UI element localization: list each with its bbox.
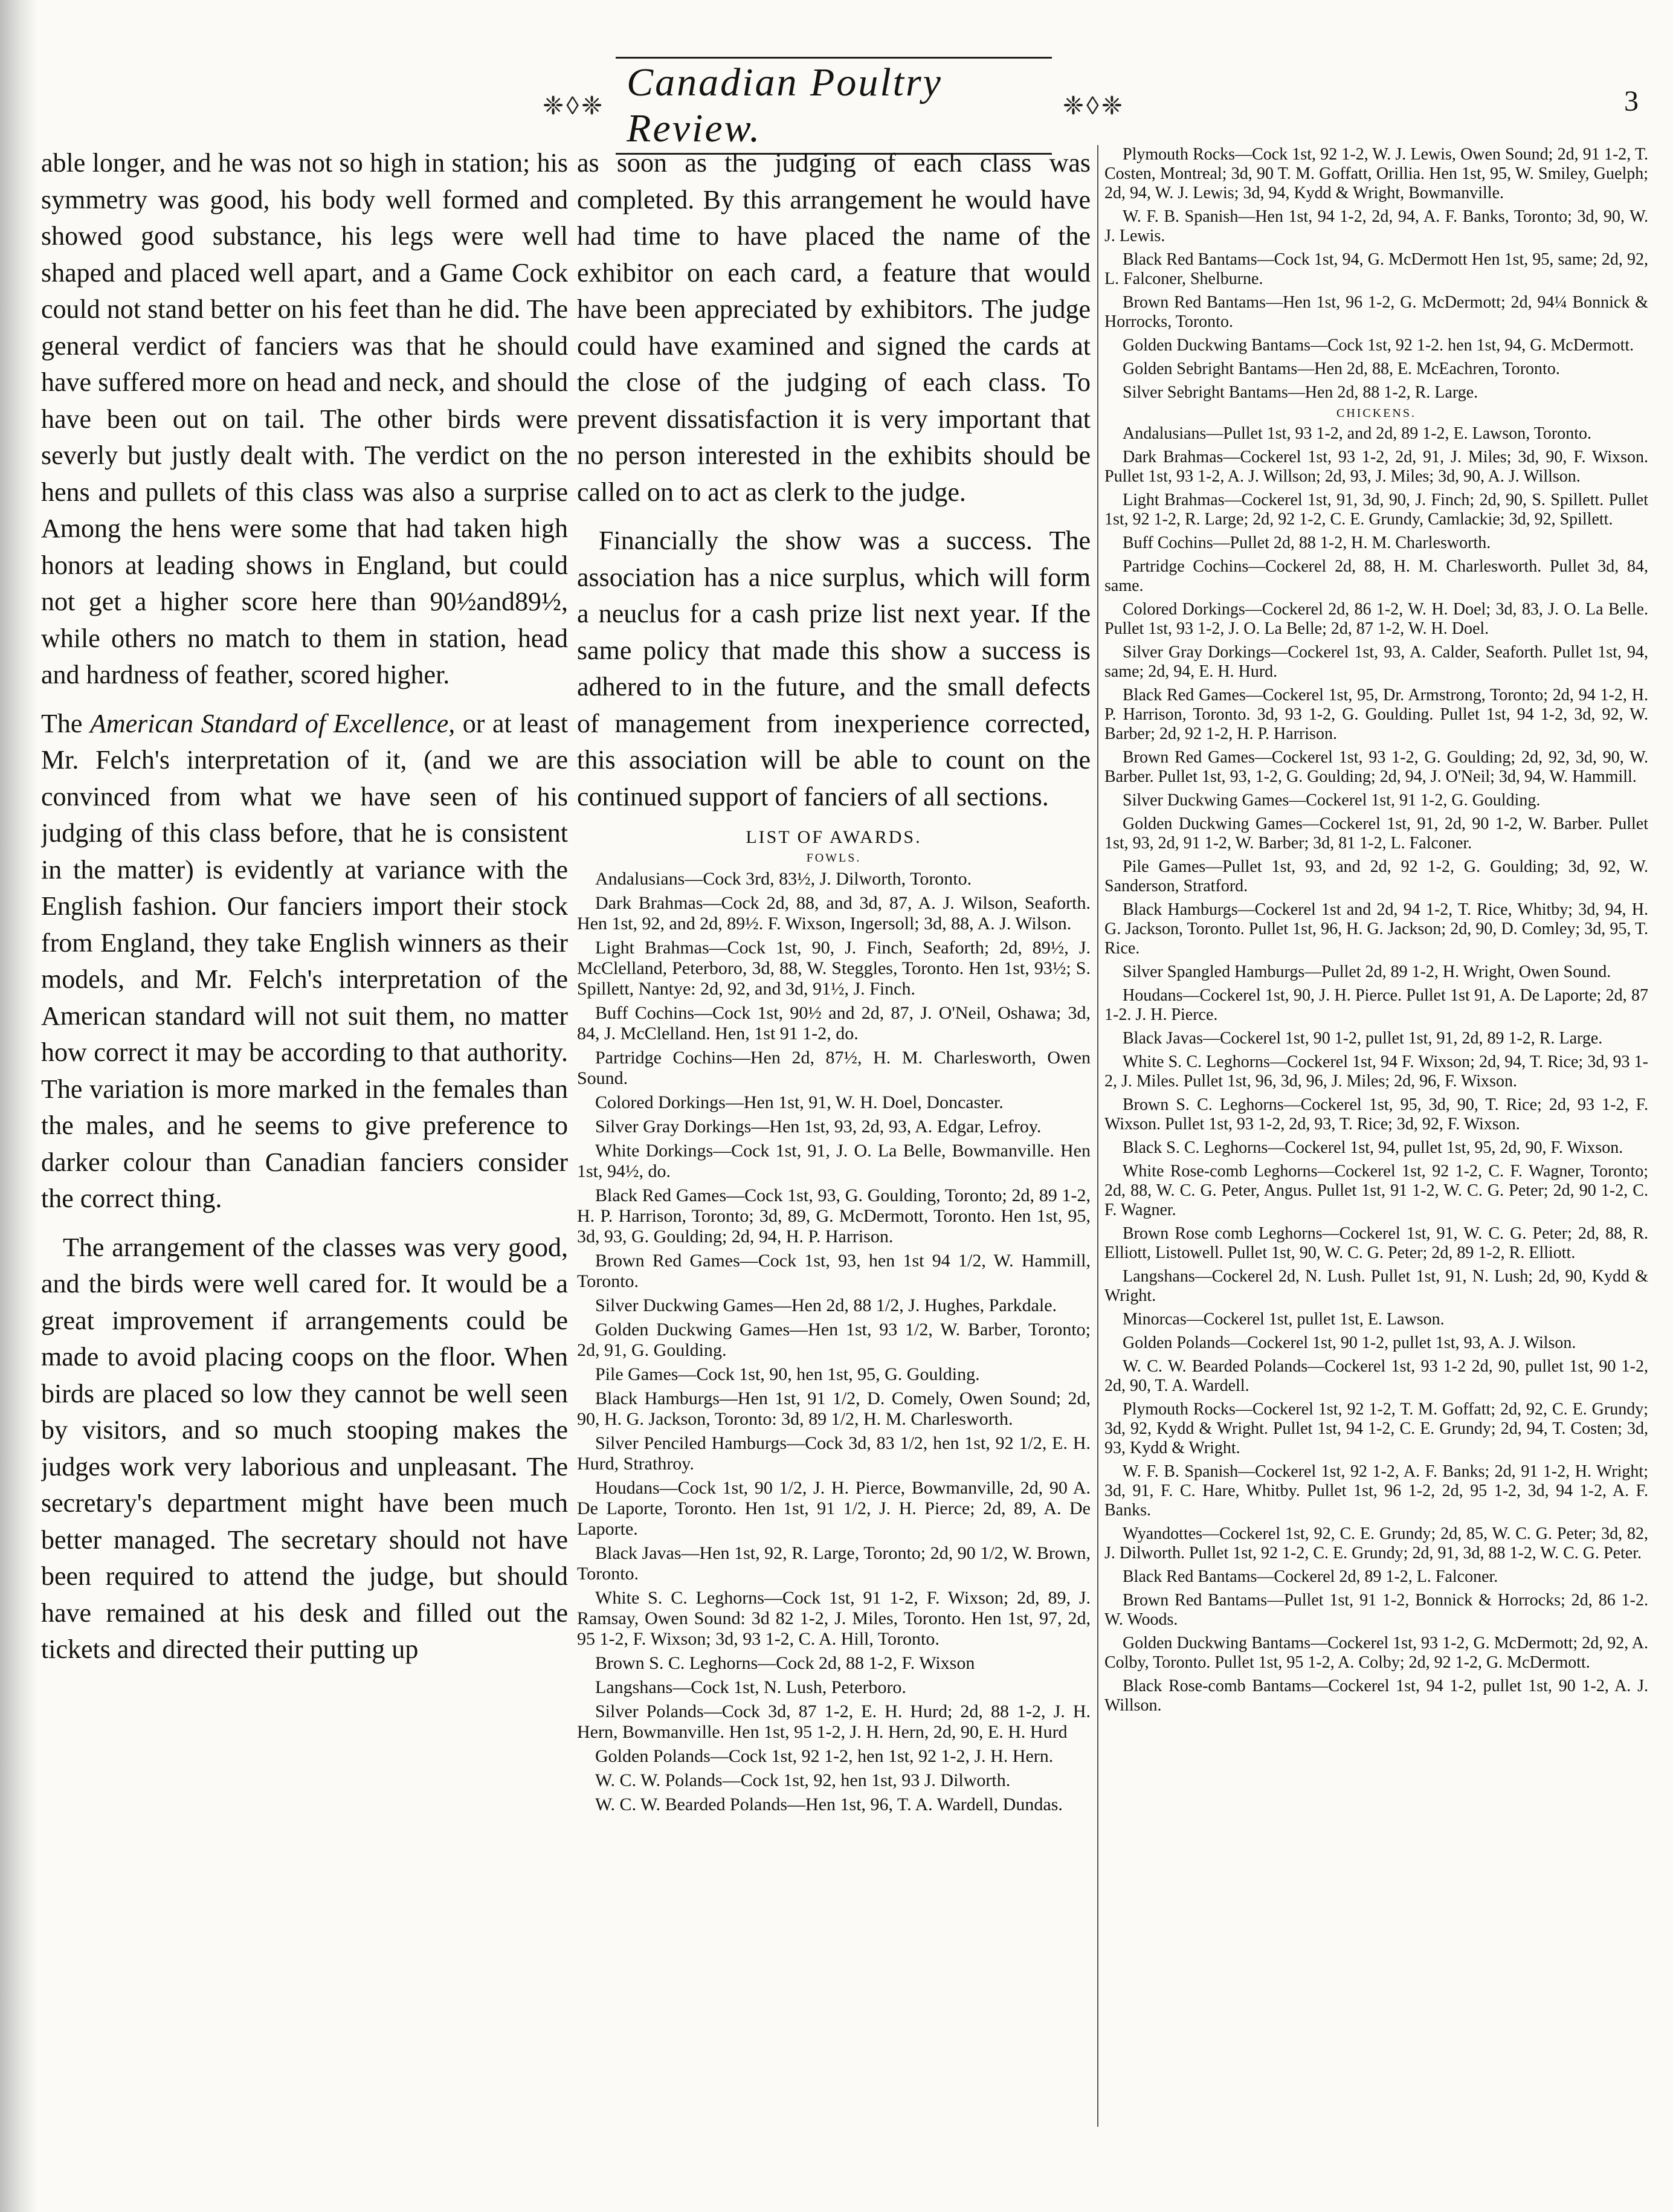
award-entry: Black Rose-comb Bantams—Cockerel 1st, 94 1-2, pullet 1st, 90 1-2, A. J. Willson. [1104,1677,1648,1715]
award-entry: Silver Gray Dorkings—Cockerel 1st, 93, A. Calder, Seaforth. Pullet 1st, 94, same; 2d, 94, E. H. Hurd. [1104,643,1648,681]
ornament-right: ❈◊❈ [1062,92,1125,120]
paragraph: as soon as the judging of each class was completed. By this arrangement he would have had time to have placed the name of the exhibitor on each card, a feature that would have been appreciated by exhibitors. The judge could have examined and signed the cards at the close of the judging of each class. To prevent dissatisfaction it is very important that no person interested in the exhibits should be called on to act as clerk to the judge. [577,148,1091,507]
scanned-page-edge [0,0,37,2212]
award-entry: Dark Brahmas—Cock 2d, 88, and 3d, 87, A. J. Wilson, Seaforth. Hen 1st, 92, and 2d, 89½. F. Wixson, Ingersoll; 3d, 88, A. J. Wilson. [577,893,1091,933]
award-entry: Golden Sebright Bantams—Hen 2d, 88, E. McEachren, Toronto. [1123,360,1560,378]
column-3 [1104,145,1648,2175]
award-entry: Silver Spangled Hamburgs—Pullet 2d, 89 1-2, H. Wright, Owen Sound. [1123,963,1611,981]
award-entry: Partridge Cochins—Hen 2d, 87½, H. M. Charlesworth, Owen Sound. [577,1048,1091,1088]
award-entry: Golden Duckwing Games—Cockerel 1st, 91, 2d, 90 1-2, W. Barber. Pullet 1st, 93, 2d, 91 1-2, W. Barber; 3d, 81 1-2, L. Falconer. [1104,814,1648,853]
award-entry: Wyandottes—Cockerel 1st, 92, C. E. Grundy; 2d, 85, W. C. G. Peter; 3d, 82, J. Dilworth. Pullet 1st, 92 1-2, C. E. Grundy; 2d, 91, 3d, 88 1-2, W. C. G. Peter. [1104,1524,1648,1562]
text-span: or at least Mr. Felch's interpretation of it, (and we are convinced from what we have seen of his judging of this class before, that he is consistent in the matter) is evidently at variance with the English fashion. Our fanciers import their stock from England, they take English winners as their models, and Mr. Felch's interpretation of the American standard will not suit them, no matter how correct it may be according to that authority. The variation is more marked in the females than the males, and he seems to give preference to darker colour than Canadian fanciers consider the correct thing. [41,708,568,1213]
award-entry: Colored Dorkings—Cockerel 2d, 86 1-2, W. H. Doel; 3d, 83, J. O. La Belle. Pullet 1st, 93 1-2, J. O. La Belle; 2d, 87 1-2, W. H. Doel. [1104,600,1648,638]
paragraph: Financially the show was a success. The association has a nice surplus, which will form a neuclus for a cash prize list next year. If the same policy that made this show a success is adhered to in the future, and the small defects of management from inexperience corrected, this association will be able to count on the continued support of fanciers of all sections. [577,526,1091,811]
fowls-heading: FOWLS. [806,851,862,865]
award-entry: Plymouth Rocks—Cockerel 1st, 92 1-2, T. M. Goffatt; 2d, 92, C. E. Grundy; 3d, 92, Kydd & Wright. Pullet 1st, 94 1-2, C. E. Grundy; 2d, 94, T. Costen; 3d, 93, Kydd & Wright. [1104,1400,1648,1457]
award-entry: Silver Duckwing Games—Hen 2d, 88 1/2, J. Hughes, Parkdale. [595,1295,1057,1315]
award-entry: Black Red Bantams—Cock 1st, 94, G. McDermott Hen 1st, 95, same; 2d, 92, L. Falconer, Shelburne. [1104,250,1648,288]
award-entry: Houdans—Cockerel 1st, 90, J. H. Pierce. Pullet 1st 91, A. De Laporte; 2d, 87 1-2. J. H. Pierce. [1104,986,1648,1024]
fowls-award-list [577,869,1091,1815]
award-entry: Dark Brahmas—Cockerel 1st, 93 1-2, 2d, 91, J. Miles; 3d, 90, F. Wixson. Pullet 1st, 93 1-2, A. J. Willson; 2d, 93, J. Miles; 3d, 90, A. J. Willson. [1104,448,1648,486]
award-entry: Partridge Cochins—Cockerel 2d, 88, H. M. Charlesworth. Pullet 3d, 84, same. [1104,557,1648,595]
award-entry: Andalusians—Cock 3rd, 83½, J. Dilworth, Toronto. [595,869,972,889]
award-entry: W. F. B. Spanish—Cockerel 1st, 92 1-2, A. F. Banks; 2d, 91 1-2, H. Wright; 3d, 91, F. C. Hare, Whitby. Pullet 1st, 96 1-2, 2d, 95 1-2, 3d, 94 1-2, A. F. Banks. [1104,1462,1648,1520]
award-entry: W. C. W. Polands—Cock 1st, 92, hen 1st, 93 J. Dilworth. [595,1770,1011,1790]
award-entry: Langshans—Cock 1st, N. Lush, Peterboro. [595,1677,906,1697]
award-entry: W. F. B. Spanish—Hen 1st, 94 1-2, 2d, 94, A. F. Banks, Toronto; 3d, 90, W. J. Lewis. [1104,207,1648,245]
award-entry: Black Javas—Hen 1st, 92, R. Large, Toronto; 2d, 90 1/2, W. Brown, Toronto. [577,1543,1091,1584]
award-entry: Buff Cochins—Pullet 2d, 88 1-2, H. M. Charlesworth. [1123,534,1491,552]
award-entry: Brown Rose comb Leghorns—Cockerel 1st, 91, W. C. G. Peter; 2d, 88, R. Elliott, Listowell. Pullet 1st, 90, W. C. G. Peter; 2d, 89 1-2, R. Elliott. [1104,1224,1648,1262]
award-entry: Golden Polands—Cockerel 1st, 90 1-2, pullet 1st, 93, A. J. Wilson. [1123,1333,1576,1352]
award-entry: White S. C. Leghorns—Cock 1st, 91 1-2, F. Wixson; 2d, 89, J. Ramsay, Owen Sound: 3d 82 1-2, J. Miles, Toronto. Hen 1st, 97, 2d, 95 1-2, F. Wixson; 3d, 93 1-2, C. A. Hill, Toronto. [577,1588,1091,1649]
paragraph-standard [41,706,568,1217]
award-entry: Brown S. C. Leghorns—Cockerel 1st, 95, 3d, 90, T. Rice; 2d, 93 1-2, F. Wixson. Pullet 1st, 93 1-2, 2d, 93, T. Rice; 3d, 92, F. Wixson. [1104,1095,1648,1133]
award-entry: Golden Duckwing Bantams—Cockerel 1st, 93 1-2, G. McDermott; 2d, 92, A. Colby, Toronto. Pullet 1st, 95 1-2, A. Colby; 2d, 92 1-2, G. McDermott. [1104,1634,1648,1672]
award-entry: Silver Gray Dorkings—Hen 1st, 93, 2d, 93, A. Edgar, Lefroy. [595,1117,1042,1137]
award-entry: Golden Polands—Cock 1st, 92 1-2, hen 1st, 92 1-2, J. H. Hern. [595,1746,1054,1766]
award-entry: White Dorkings—Cock 1st, 91, J. O. La Belle, Bowmanville. Hen 1st, 94½, do. [577,1141,1091,1181]
award-entry: Black S. C. Leghorns—Cockerel 1st, 94, pullet 1st, 95, 2d, 90, F. Wixson. [1123,1138,1623,1157]
text-span: The [41,708,90,738]
award-entry: Black Hamburgs—Cockerel 1st and 2d, 94 1-2, T. Rice, Whitby; 3d, 94, H. G. Jackson, Toronto. Pullet 1st, 96, H. G. Jackson; 2d, 90, D. Comley; 3d, 95, T. Rice. [1104,900,1648,958]
award-entry: Silver Duckwing Games—Cockerel 1st, 91 1-2, G. Goulding. [1123,791,1541,810]
award-entry: W. C. W. Bearded Polands—Cockerel 1st, 93 1-2 2d, 90, pullet 1st, 90 1-2, 2d, 90, T. A. Wardell. [1104,1357,1648,1395]
award-entry: Brown Red Games—Cock 1st, 93, hen 1st 94 1/2, W. Hammill, Toronto. [577,1251,1091,1291]
masthead-header [532,60,1136,150]
award-entry: Black Red Games—Cock 1st, 93, G. Goulding, Toronto; 2d, 89 1-2, H. P. Harrison, Toronto; 3d, 89, G. McDermott, Toronto. Hen 1st, 95, 3d, 93, G. Goulding; 2d, 94, H. P. Harrison. [577,1185,1091,1246]
column-2 [577,145,1091,2175]
column-rule [1097,145,1098,2127]
award-entry: Pile Games—Cock 1st, 90, hen 1st, 95, G. Goulding. [595,1364,980,1384]
award-entry: Silver Polands—Cock 3d, 87 1-2, E. H. Hurd; 2d, 88 1-2, J. H. Hern, Bowmanville. Hen 1st, 95 1-2, J. H. Hern, 2d, 90, E. H. Hurd [577,1701,1091,1742]
paragraph: The arrangement of the classes was very good, and the birds were well cared for. It would be a great improvement if arrangements could be made to avoid placing coops on the floor. When birds are placed so low they cannot be well seen by visitors, and so much stooping makes the judges work very laborious and unpleasant. The secretary's department might have been much better managed. The secretary should not have been required to attend the judge, but should have remained at his desk and filled out the tickets and directed their putting up [41,1232,568,1664]
award-entry: Pile Games—Pullet 1st, 93, and 2d, 92 1-2, G. Goulding; 3d, 92, W. Sanderson, Stratford. [1104,857,1648,895]
book-title: American Standard of Excellence, [89,708,456,738]
award-entry: Golden Duckwing Games—Hen 1st, 93 1/2, W. Barber, Toronto; 2d, 91, G. Goulding. [577,1320,1091,1360]
award-entry: Plymouth Rocks—Cock 1st, 92 1-2, W. J. Lewis, Owen Sound; 2d, 91 1-2, T. Costen, Montreal; 3d, 90 T. M. Goffatt, Orillia. Hen 1st, 95, W. Smiley, Guelph; 2d, 94, W. J. Lewis; 3d, 94, Kydd & Wright, Bowmanville. [1104,145,1648,202]
award-entry: Black Red Bantams—Cockerel 2d, 89 1-2, L. Falconer. [1123,1567,1498,1586]
award-entry: White S. C. Leghorns—Cockerel 1st, 94 F. Wixson; 2d, 94, T. Rice; 3d, 93 1-2, J. Miles. Pullet 1st, 96, 3d, 96, J. Miles; 2d, 96, F. Wixson. [1104,1053,1648,1091]
award-entry: W. C. W. Bearded Polands—Hen 1st, 96, T. A. Wardell, Dundas. [595,1794,1063,1814]
award-entry: Andalusians—Pullet 1st, 93 1-2, and 2d, 89 1-2, E. Lawson, Toronto. [1123,424,1592,443]
award-entry: Langshans—Cockerel 2d, N. Lush. Pullet 1st, 91, N. Lush; 2d, 90, Kydd & Wright. [1104,1267,1648,1305]
award-entry: Black Javas—Cockerel 1st, 90 1-2, pullet 1st, 91, 2d, 89 1-2, R. Large. [1123,1029,1603,1048]
award-entry: Brown Red Games—Cockerel 1st, 93 1-2, G. Goulding; 2d, 92, 3d, 90, W. Barber. Pullet 1st, 93, 1-2, G. Goulding; 2d, 94, J. O'Neil; 3d, 94, W. Hammill. [1104,748,1648,786]
award-entry: Buff Cochins—Cock 1st, 90½ and 2d, 87, J. O'Neil, Oshawa; 3d, 84, J. McClelland. Hen, 1st 91 1-2, do. [577,1003,1091,1043]
award-entry: Silver Sebright Bantams—Hen 2d, 88 1-2, R. Large. [1123,383,1478,402]
bantam-award-list [1104,145,1648,402]
paragraph: able longer, and he was not so high in station; his symmetry was good, his body well formed and showed good substance, his legs were well shaped and placed well apart, and a Game Cock could not stand better on his feet than he did. The general verdict of fanciers was that he should have suffered more on head and neck, and should have been out on tail. The other birds were severly but justly dealt with. The verdict on the hens and pullets of this class was also a surprise Among the hens were some that had taken high honors at leading shows in England, but could not get a higher score here than 90½and89½, while others no match to them in station, head and hardness of feather, scored higher. [41,148,568,689]
ornament-left: ❈◊❈ [543,92,605,120]
award-entry: Black Red Games—Cockerel 1st, 95, Dr. Armstrong, Toronto; 2d, 94 1-2, H. P. Harrison, Toronto. 3d, 93 1-2, G. Goulding. Pullet 1st, 94 1-2, 3d, 92, W. Barber; 2d, 92 1-2, H. P. Harrison. [1104,686,1648,743]
page-number: 3 [1624,85,1639,117]
award-entry: Golden Duckwing Bantams—Cock 1st, 92 1-2. hen 1st, 94, G. McDermott. [1123,336,1634,355]
award-entry: Minorcas—Cockerel 1st, pullet 1st, E. Lawson. [1123,1310,1445,1329]
column-1 [41,145,568,2175]
award-entry: White Rose-comb Leghorns—Cockerel 1st, 92 1-2, C. F. Wagner, Toronto; 2d, 88, W. C. G. Peter, Angus. Pullet 1st, 91 1-2, W. C. G. Peter; 2d, 90 1-2, C. F. Wagner. [1104,1162,1648,1219]
award-entry: Light Brahmas—Cock 1st, 90, J. Finch, Seaforth; 2d, 89½, J. McClelland, Peterboro, 3d, 88, W. Steggles, Toronto. Hen 1st, 93½; S. Spillett, Nantye: 2d, 92, and 3d, 91½, J. Finch. [577,938,1091,999]
awards-heading: LIST OF AWARDS. [746,827,922,847]
award-entry: Light Brahmas—Cockerel 1st, 91, 3d, 90, J. Finch; 2d, 90, S. Spillett. Pullet 1st, 92 1-2, R. Large; 2d, 92 1-2, C. E. Grundy, Camlackie; 3d, 92, Spillett. [1104,491,1648,529]
award-entry: Black Hamburgs—Hen 1st, 91 1/2, D. Comely, Owen Sound; 2d, 90, H. G. Jackson, Toronto: 3d, 89 1/2, H. M. Charlesworth. [577,1388,1091,1429]
award-entry: Houdans—Cock 1st, 90 1/2, J. H. Pierce, Bowmanville, 2d, 90 A. De Laporte, Toronto. Hen 1st, 91 1/2, J. H. Pierce; 2d, 89, A. De Laporte. [577,1478,1091,1539]
award-entry: Brown Red Bantams—Hen 1st, 96 1-2, G. McDermott; 2d, 94¼ Bonnick & Horrocks, Toronto. [1104,293,1648,331]
award-entry: Brown Red Bantams—Pullet 1st, 91 1-2, Bonnick & Horrocks; 2d, 86 1-2. W. Woods. [1104,1591,1648,1629]
award-entry: Colored Dorkings—Hen 1st, 91, W. H. Doel, Doncaster. [595,1092,1004,1112]
chickens-award-list [1104,424,1648,1715]
chickens-heading: CHICKENS. [1336,407,1416,420]
award-entry: Silver Penciled Hamburgs—Cock 3d, 83 1/2, hen 1st, 92 1/2, E. H. Hurd, Strathroy. [577,1433,1091,1474]
publication-title: Canadian Poultry Review. [616,57,1052,155]
award-entry: Brown S. C. Leghorns—Cock 2d, 88 1-2, F. Wixson [595,1653,975,1673]
